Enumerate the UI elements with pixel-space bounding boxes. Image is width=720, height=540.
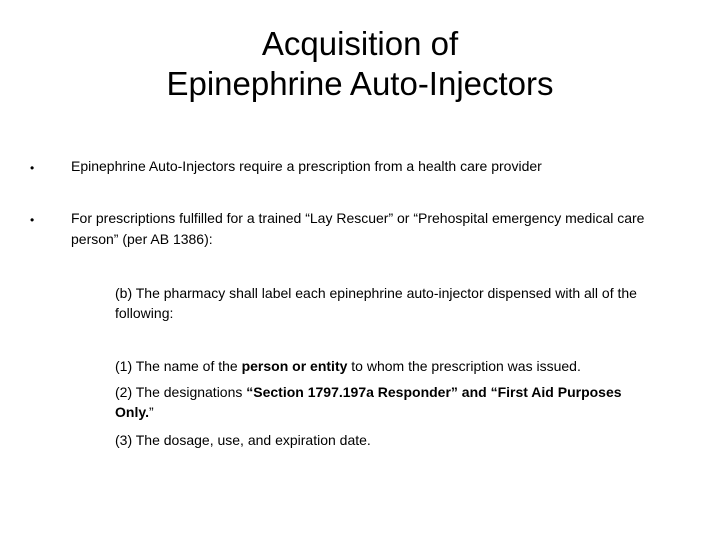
bullet-marker-2: • bbox=[30, 213, 35, 227]
bullet-text-2: For prescriptions fulfilled for a trained “Lay Rescuer” or “Prehospital emergency medical care person” (per AB 1386): bbox=[71, 210, 645, 247]
subsection-item-1 bbox=[115, 356, 685, 376]
bullet-marker-1: • bbox=[30, 161, 35, 175]
bullet-text-1: Epinephrine Auto-Injectors require a prescription from a health care provider bbox=[71, 158, 542, 174]
subsection-intro: (b) The pharmacy shall label each epinephrine auto-injector dispensed with all of the following: bbox=[115, 285, 637, 321]
item-1-prefix: (1) The name of the bbox=[115, 358, 242, 374]
title-line-2: Epinephrine Auto-Injectors bbox=[166, 65, 554, 102]
item-1-bold: person or entity bbox=[241, 358, 348, 374]
item-2-bold: “Section 1797.197a Responder” and “First Aid Purposes Only. bbox=[115, 384, 622, 420]
slide-title bbox=[0, 24, 720, 104]
subsection-item-3: (3) The dosage, use, and expiration date. bbox=[115, 432, 371, 448]
item-1-suffix: to whom the prescription was issued. bbox=[347, 358, 581, 374]
item-2-prefix: (2) The designations bbox=[115, 384, 247, 400]
item-2-suffix: ” bbox=[148, 404, 154, 420]
title-line-1: Acquisition of bbox=[261, 25, 459, 62]
subsection-item-2 bbox=[115, 382, 635, 422]
